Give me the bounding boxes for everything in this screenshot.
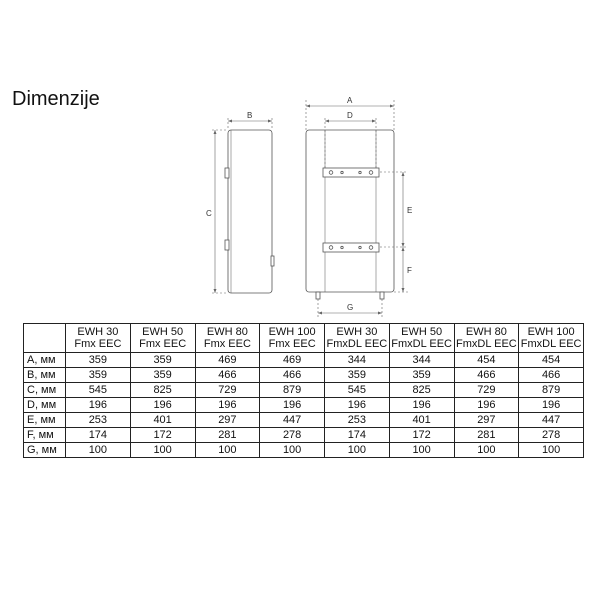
model-variant: Fmx EEC bbox=[74, 338, 122, 350]
table-row bbox=[24, 353, 584, 368]
model-variant: Fmx EEC bbox=[139, 338, 187, 350]
model-header bbox=[260, 324, 325, 353]
dimension-row-label: A, мм bbox=[24, 353, 66, 368]
dimension-value-cell: 100 bbox=[519, 443, 584, 458]
dimension-value-cell: 359 bbox=[130, 353, 195, 368]
front-view bbox=[306, 130, 394, 299]
dimension-value-cell: 172 bbox=[130, 428, 195, 443]
model-variant: FmxDL EEC bbox=[456, 338, 517, 350]
model-name: EWH 50 bbox=[142, 326, 184, 338]
dimension-value-cell: 447 bbox=[519, 413, 584, 428]
table-row bbox=[24, 368, 584, 383]
dimension-value-cell: 469 bbox=[195, 353, 260, 368]
dimension-value-cell: 196 bbox=[66, 398, 131, 413]
dimension-value-cell: 879 bbox=[519, 383, 584, 398]
model-header bbox=[195, 324, 260, 353]
dimension-value-cell: 297 bbox=[454, 413, 519, 428]
dimension-value-cell: 359 bbox=[389, 368, 454, 383]
dimension-value-cell: 545 bbox=[325, 383, 390, 398]
model-name: EWH 50 bbox=[401, 326, 443, 338]
dimension-value-cell: 196 bbox=[519, 398, 584, 413]
model-header bbox=[519, 324, 584, 353]
dimension-value-cell: 172 bbox=[389, 428, 454, 443]
dimension-value-cell: 401 bbox=[130, 413, 195, 428]
dimension-value-cell: 196 bbox=[389, 398, 454, 413]
dimension-value-cell: 466 bbox=[260, 368, 325, 383]
table-row bbox=[24, 398, 584, 413]
dimension-value-cell: 825 bbox=[389, 383, 454, 398]
dimension-label-a: A bbox=[347, 96, 353, 105]
dimension-value-cell: 359 bbox=[130, 368, 195, 383]
dimension-value-cell: 729 bbox=[454, 383, 519, 398]
table-corner-cell bbox=[24, 324, 66, 353]
dimension-value-cell: 466 bbox=[195, 368, 260, 383]
page-title: Dimenzije bbox=[12, 88, 100, 110]
dimension-row-label: D, мм bbox=[24, 398, 66, 413]
model-header bbox=[66, 324, 131, 353]
dimension-value-cell: 545 bbox=[66, 383, 131, 398]
model-header bbox=[325, 324, 390, 353]
dimension-value-cell: 359 bbox=[325, 368, 390, 383]
dimension-label-f: F bbox=[407, 266, 412, 275]
dimension-label-g: G bbox=[347, 303, 354, 312]
model-variant: Fmx EEC bbox=[268, 338, 316, 350]
table-body bbox=[24, 353, 584, 458]
dimensions-table bbox=[23, 323, 584, 458]
dimension-row-label: C, мм bbox=[24, 383, 66, 398]
dimension-value-cell: 278 bbox=[260, 428, 325, 443]
dimension-value-cell: 344 bbox=[389, 353, 454, 368]
dimension-row-label: B, мм bbox=[24, 368, 66, 383]
dimension-value-cell: 454 bbox=[454, 353, 519, 368]
dimension-value-cell: 196 bbox=[325, 398, 390, 413]
dimension-value-cell: 359 bbox=[66, 368, 131, 383]
dimension-value-cell: 729 bbox=[195, 383, 260, 398]
dimension-label-d: D bbox=[347, 111, 353, 120]
table-header-row bbox=[24, 324, 584, 353]
dimension-value-cell: 879 bbox=[260, 383, 325, 398]
dimension-value-cell: 196 bbox=[454, 398, 519, 413]
dimension-row-label: E, мм bbox=[24, 413, 66, 428]
table-row bbox=[24, 443, 584, 458]
dimension-value-cell: 281 bbox=[454, 428, 519, 443]
dimension-value-cell: 825 bbox=[130, 383, 195, 398]
model-name: EWH 100 bbox=[527, 326, 575, 338]
model-name: EWH 30 bbox=[336, 326, 378, 338]
dimension-value-cell: 344 bbox=[325, 353, 390, 368]
dimension-value-cell: 100 bbox=[389, 443, 454, 458]
dimension-value-cell: 100 bbox=[130, 443, 195, 458]
model-name: EWH 80 bbox=[206, 326, 248, 338]
model-variant: FmxDL EEC bbox=[326, 338, 388, 350]
dimension-value-cell: 100 bbox=[454, 443, 519, 458]
dimension-value-cell: 401 bbox=[389, 413, 454, 428]
dimension-d bbox=[325, 118, 376, 168]
model-header bbox=[389, 324, 454, 353]
dimension-value-cell: 196 bbox=[130, 398, 195, 413]
dimension-value-cell: 454 bbox=[519, 353, 584, 368]
dimension-value-cell: 297 bbox=[195, 413, 260, 428]
dimension-value-cell: 100 bbox=[325, 443, 390, 458]
dimension-value-cell: 359 bbox=[66, 353, 131, 368]
dimension-value-cell: 196 bbox=[195, 398, 260, 413]
dimension-value-cell: 196 bbox=[260, 398, 325, 413]
model-variant: Fmx EEC bbox=[203, 338, 251, 350]
dimension-row-label: G, мм bbox=[24, 443, 66, 458]
dimension-value-cell: 466 bbox=[519, 368, 584, 383]
model-header bbox=[130, 324, 195, 353]
model-variant: FmxDL EEC bbox=[520, 338, 582, 350]
model-header bbox=[454, 324, 519, 353]
side-view bbox=[225, 130, 274, 293]
dimension-value-cell: 100 bbox=[66, 443, 131, 458]
dimension-value-cell: 469 bbox=[260, 353, 325, 368]
model-name: EWH 80 bbox=[465, 326, 507, 338]
model-name: EWH 30 bbox=[77, 326, 119, 338]
table-row bbox=[24, 383, 584, 398]
dimension-value-cell: 100 bbox=[260, 443, 325, 458]
dimension-row-label: F, мм bbox=[24, 428, 66, 443]
dimension-value-cell: 278 bbox=[519, 428, 584, 443]
dimension-label-e: E bbox=[407, 206, 413, 215]
dimension-f bbox=[394, 247, 408, 292]
dimension-value-cell: 253 bbox=[66, 413, 131, 428]
dimension-value-cell: 447 bbox=[260, 413, 325, 428]
dimension-label-b: B bbox=[247, 111, 253, 120]
dimension-value-cell: 100 bbox=[195, 443, 260, 458]
model-name: EWH 100 bbox=[268, 326, 316, 338]
dimension-value-cell: 253 bbox=[325, 413, 390, 428]
dimension-c bbox=[212, 130, 228, 293]
table-row bbox=[24, 413, 584, 428]
dimension-value-cell: 174 bbox=[325, 428, 390, 443]
dimension-value-cell: 281 bbox=[195, 428, 260, 443]
dimension-value-cell: 466 bbox=[454, 368, 519, 383]
dimension-value-cell: 174 bbox=[66, 428, 131, 443]
dimension-label-c: C bbox=[206, 209, 212, 218]
model-variant: FmxDL EEC bbox=[391, 338, 452, 350]
table-row bbox=[24, 428, 584, 443]
